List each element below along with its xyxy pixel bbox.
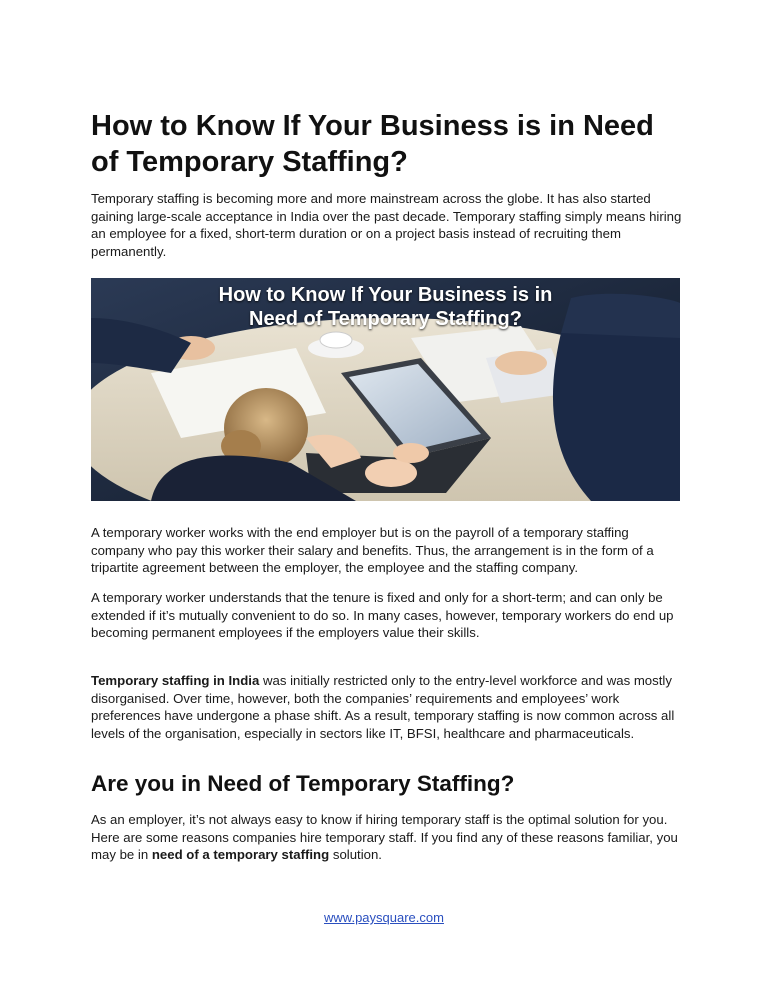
footer-website-link[interactable]: www.paysquare.com [324, 910, 444, 925]
tenure-paragraph: A temporary worker understands that the tenure is fixed and only for a short-term; and can only be extended if it’s mutually convenient to do so. In many cases, however, temporary workers do end up becoming permanent employees if the employers value their skills. [91, 590, 674, 641]
employer-paragraph [91, 811, 683, 864]
hero-title-line-2: Need of Temporary Staffing? [249, 308, 522, 330]
india-paragraph-bold: Temporary staffing in India [91, 673, 260, 688]
india-paragraph [91, 672, 683, 742]
employer-paragraph-end: solution. [329, 847, 382, 863]
worker-paragraph: A temporary worker works with the end employer but is on the payroll of a temporary staffing company who pay this worker their salary and benefits. Thus, the arrangement is in the form of a tripartite agreement between the employer, the employee and the staffing company. [91, 525, 654, 576]
employer-paragraph-bold: need of a temporary staffing [151, 847, 330, 863]
hero-image [91, 278, 680, 501]
hero-title [91, 283, 680, 331]
section-heading: Are you in Need of Temporary Staffing? [91, 771, 515, 796]
india-paragraph-text: was initially restricted only to the entry-level workforce and was mostly disorganised. Over time, however, both the companies’ requirements and employees’ work preferences have undergone a phase shift. As a result, temporary staffing is now common across all levels of the organisation, especially in sectors like IT, BFSI, healthcare and pharmaceuticals. [91, 673, 675, 741]
hero-title-line-1: How to Know If Your Business is in [218, 284, 553, 306]
intro-paragraph: Temporary staffing is becoming more and more mainstream across the globe. It has also started gaining large-scale acceptance in India over the past decade. Temporary staffing simply means hiring an employee for a fixed, short-term duration or on a project basis instead of recruiting them permanently. [91, 191, 682, 259]
page-title: How to Know If Your Business is in Need of Temporary Staffing? [91, 110, 654, 178]
employer-paragraph-text: As an employer, it’s not always easy to know if hiring temporary staff is the optimal solution for you. Here are some reasons companies hire temporary staff. If you find any of these reasons familiar, you may be in [91, 812, 678, 863]
